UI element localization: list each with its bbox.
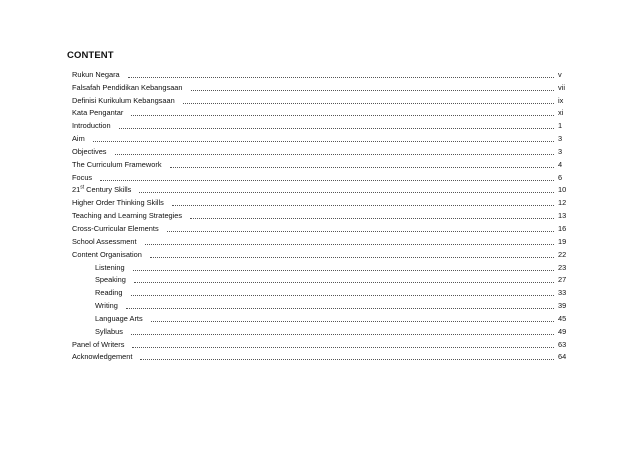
toc-entry-page: 12 bbox=[558, 198, 567, 208]
toc-entry-page: 49 bbox=[558, 326, 567, 336]
dot-leader bbox=[128, 76, 554, 78]
dot-leader bbox=[150, 256, 554, 258]
toc-entry-curriculum-framework[interactable] bbox=[72, 157, 584, 170]
toc-entry-page: 4 bbox=[558, 159, 563, 169]
toc-entry-teaching-strategies[interactable] bbox=[72, 208, 584, 221]
toc-entry-page: 63 bbox=[558, 339, 567, 349]
toc-entry-label: Focus bbox=[72, 172, 93, 182]
toc-entry-label: Syllabus bbox=[95, 326, 123, 336]
toc-entry-page: 64 bbox=[558, 352, 567, 362]
toc-entry-label: Speaking bbox=[95, 275, 126, 285]
toc-entry-label: Content Organisation bbox=[72, 249, 142, 259]
toc-entry-writing[interactable] bbox=[72, 298, 584, 311]
toc-entry-label: Language Arts bbox=[95, 313, 143, 323]
toc-entry-school-assessment[interactable] bbox=[72, 234, 584, 247]
dot-leader bbox=[100, 179, 554, 181]
toc-entry-label: Rukun Negara bbox=[72, 69, 120, 79]
dot-leader bbox=[119, 127, 554, 129]
toc-entry-objectives[interactable] bbox=[72, 144, 584, 157]
toc-entry-page: 33 bbox=[558, 288, 567, 298]
toc-entry-label: Higher Order Thinking Skills bbox=[72, 198, 164, 208]
toc-entry-label: Listening bbox=[95, 262, 125, 272]
dot-leader bbox=[167, 230, 554, 232]
toc-entry-page: xi bbox=[558, 108, 564, 118]
toc-entry-label: Falsafah Pendidikan Kebangsaan bbox=[72, 82, 183, 92]
toc-entry-label: Writing bbox=[95, 301, 118, 311]
toc-entry-kata-pengantar[interactable] bbox=[72, 106, 584, 119]
toc-entry-label bbox=[72, 185, 131, 195]
dot-leader bbox=[140, 358, 554, 360]
dot-leader bbox=[170, 166, 554, 168]
toc-entry-label: Aim bbox=[72, 134, 85, 144]
toc-entry-page: 27 bbox=[558, 275, 567, 285]
toc-entry-acknowledgement[interactable] bbox=[72, 350, 584, 363]
dot-leader bbox=[131, 114, 554, 116]
toc-entry-page: v bbox=[558, 69, 562, 79]
toc-heading: CONTENT bbox=[67, 50, 114, 61]
toc-entry-label: Introduction bbox=[72, 121, 111, 131]
toc-entry-page: 22 bbox=[558, 249, 567, 259]
dot-leader bbox=[131, 333, 554, 335]
dot-leader bbox=[126, 307, 554, 309]
toc-entry-page: 13 bbox=[558, 211, 567, 221]
label-prefix: 21 bbox=[72, 185, 81, 195]
toc-entry-label: School Assessment bbox=[72, 236, 137, 246]
toc-entry-reading[interactable] bbox=[72, 285, 584, 298]
toc-entry-definisi[interactable] bbox=[72, 93, 584, 106]
toc-entry-page: 6 bbox=[558, 172, 563, 182]
toc-entry-page: ix bbox=[558, 95, 564, 105]
toc-entry-21st-century-skills[interactable] bbox=[72, 183, 584, 196]
toc-entry-syllabus[interactable] bbox=[72, 324, 584, 337]
dot-leader bbox=[191, 89, 554, 91]
toc-entry-falsafah[interactable] bbox=[72, 80, 584, 93]
dot-leader bbox=[145, 243, 555, 245]
label-superscript: st bbox=[80, 184, 85, 191]
toc-entry-page: 19 bbox=[558, 236, 567, 246]
table-of-contents bbox=[72, 67, 584, 362]
dot-leader bbox=[183, 102, 554, 104]
toc-entry-label: Teaching and Learning Strategies bbox=[72, 211, 183, 221]
toc-entry-label: Objectives bbox=[72, 146, 107, 156]
toc-entry-page: 39 bbox=[558, 301, 567, 311]
toc-entry-page: 16 bbox=[558, 223, 567, 233]
toc-entry-label: Reading bbox=[95, 288, 123, 298]
dot-leader bbox=[132, 346, 554, 348]
toc-entry-language-arts[interactable] bbox=[72, 311, 584, 324]
dot-leader bbox=[172, 204, 554, 206]
dot-leader bbox=[115, 153, 554, 155]
toc-entry-label: Kata Pengantar bbox=[72, 108, 124, 118]
dot-leader bbox=[134, 281, 554, 283]
toc-entry-page: 3 bbox=[558, 146, 563, 156]
toc-entry-page: 3 bbox=[558, 134, 563, 144]
toc-entry-label: Panel of Writers bbox=[72, 339, 125, 349]
dot-leader bbox=[131, 294, 554, 296]
toc-entry-hots[interactable] bbox=[72, 195, 584, 208]
toc-entry-panel-of-writers[interactable] bbox=[72, 337, 584, 350]
toc-entry-speaking[interactable] bbox=[72, 273, 584, 286]
toc-entry-introduction[interactable] bbox=[72, 118, 584, 131]
toc-entry-cross-curricular[interactable] bbox=[72, 221, 584, 234]
toc-entry-page: vii bbox=[558, 82, 565, 92]
dot-leader bbox=[93, 140, 554, 142]
toc-entry-label: Definisi Kurikulum Kebangsaan bbox=[72, 95, 175, 105]
toc-entry-rukun-negara[interactable] bbox=[72, 67, 584, 80]
toc-entry-aim[interactable] bbox=[72, 131, 584, 144]
toc-entry-label: Acknowledgement bbox=[72, 352, 133, 362]
toc-entry-page: 45 bbox=[558, 313, 567, 323]
toc-entry-content-organisation[interactable] bbox=[72, 247, 584, 260]
dot-leader bbox=[139, 191, 554, 193]
toc-entry-focus[interactable] bbox=[72, 170, 584, 183]
toc-entry-page: 10 bbox=[558, 185, 567, 195]
dot-leader bbox=[151, 320, 554, 322]
label-suffix: Century Skills bbox=[84, 185, 132, 195]
toc-entry-label: Cross-Curricular Elements bbox=[72, 223, 159, 233]
toc-entry-page: 23 bbox=[558, 262, 567, 272]
dot-leader bbox=[133, 269, 554, 271]
toc-entry-listening[interactable] bbox=[72, 260, 584, 273]
toc-entry-page: 1 bbox=[558, 121, 563, 131]
toc-entry-label: The Curriculum Framework bbox=[72, 159, 162, 169]
dot-leader bbox=[190, 217, 554, 219]
